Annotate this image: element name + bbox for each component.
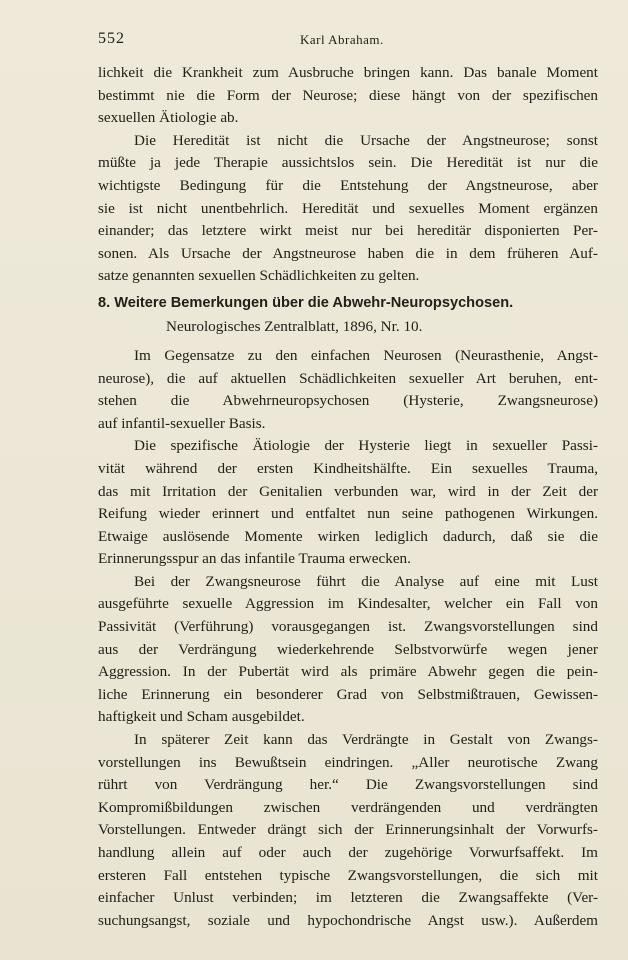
text-line: sie ist nicht unentbehrlich. Heredität und sexuelles Moment ergänzen xyxy=(98,199,598,217)
text-line: wichtigste Bedingung für die Entstehung der Angstneurose, aber xyxy=(98,176,598,194)
text-line: einander; das letztere wirkt meist nur bei hereditär disponierten Per- xyxy=(98,222,598,240)
text-line: einfacher Unlust verbinden; im letzteren die Zwangsaffekte (Ver- xyxy=(98,889,598,907)
section-source: Neurologisches Zentralblatt, 1896, Nr. 10. xyxy=(166,317,423,335)
text-line: Aggression. In der Pubertät wird als primäre Abwehr gegen die pein- xyxy=(98,663,598,681)
text-line: sexuellen Ätiologie ab. xyxy=(98,109,239,127)
page-header xyxy=(98,30,598,52)
text-line: suchungsangst, soziale und hypochondrische Angst usw.). Außerdem xyxy=(98,911,598,929)
running-head: Karl Abraham. xyxy=(300,32,384,47)
text-line: liche Erinnerung ein besonderer Grad von Selbstmißtrauen, Gewissen- xyxy=(98,685,598,703)
text-line: satze genannten sexuellen Schädlichkeiten zu gelten. xyxy=(98,267,420,285)
section-abwehr-neuropsychosen xyxy=(98,345,598,932)
text-line: Bei der Zwangsneurose führt die Analyse auf eine mit Lust xyxy=(134,572,598,590)
text-line: haftigkeit und Scham ausgebildet. xyxy=(98,708,305,726)
text-line: Im Gegensatze zu den einfachen Neurosen (Neurasthenie, Angst- xyxy=(134,346,598,364)
text-line: bestimmt nie die Form der Neurose; diese hängt von der spezifischen xyxy=(98,86,598,104)
text-line: müßte ja jede Therapie aussichtslos sein. Die Heredität ist nur die xyxy=(98,154,598,172)
text-line: Die spezifische Ätiologie der Hysterie liegt in sexueller Passi- xyxy=(134,437,598,455)
text-line: Kompromißbildungen zwischen verdrängenden und verdrängten xyxy=(98,798,598,816)
text-line: das mit Irritation der Genitalien verbunden war, wird in der Zeit der xyxy=(98,482,598,500)
text-line: In späterer Zeit kann das Verdrängte in Gestalt von Zwangs- xyxy=(134,731,598,749)
text-line: Die Heredität ist nicht die Ursache der Angstneurose; sonst xyxy=(134,131,598,149)
text-line: Vorstellungen. Entweder drängt sich der Erinnerungsinhalt der Vorwurfs- xyxy=(98,821,598,839)
text-line: lichkeit die Krankheit zum Ausbruche bringen kann. Das banale Moment xyxy=(98,64,598,81)
text-line: ausgeführte sexuelle Aggression im Kindesalter, welcher ein Fall von xyxy=(98,595,598,613)
text-line: rührt von Verdrängung her.“ Die Zwangsvorstellungen sind xyxy=(98,776,598,794)
text-line: neurose), die auf aktuellen Schädlichkeiten sexueller Art beruhen, ent- xyxy=(98,369,598,387)
text-line: Etwaige auslösende Momente wirken lediglich dadurch, daß sie die xyxy=(98,527,598,545)
text-line: aus der Verdrängung wiederkehrende Selbstvorwürfe wegen jener xyxy=(98,640,598,658)
text-line: stehen die Abwehrneuropsychosen (Hysterie, Zwangsneurose) xyxy=(98,392,598,410)
text-line: Reifung wieder erinnert und entfaltet nun seine pathogenen Wirkungen. xyxy=(98,505,598,523)
text-line: handlung allein auf oder auch der zugehörige Vorwurfsaffekt. Im xyxy=(98,844,598,861)
text-line: vität während der ersten Kindheitshälfte. Ein sexuelles Trauma, xyxy=(98,459,598,477)
section-hereditaet xyxy=(98,62,598,288)
page-body xyxy=(98,62,598,932)
text-line: Passivität (Verführung) vorausgegangen ist. Zwangsvorstellungen sind xyxy=(98,618,598,636)
text-line: sonen. Als Ursache der Angstneurose haben die in dem früheren Auf- xyxy=(98,244,598,262)
text-line: ersteren Fall entstehen typische Zwangsvorstellungen, die sich mit xyxy=(98,866,598,884)
section-title: 8. Weitere Bemerkungen über die Abwehr-Neuropsychosen. xyxy=(98,294,514,311)
text-line: Erinnerungsspur an das infantile Trauma erwecken. xyxy=(98,550,411,568)
page-number: 552 xyxy=(98,30,125,47)
text-line: auf infantil-sexueller Basis. xyxy=(98,414,266,432)
text-line: vorstellungen ins Bewußtsein eindringen. „Aller neurotische Zwang xyxy=(98,753,598,771)
